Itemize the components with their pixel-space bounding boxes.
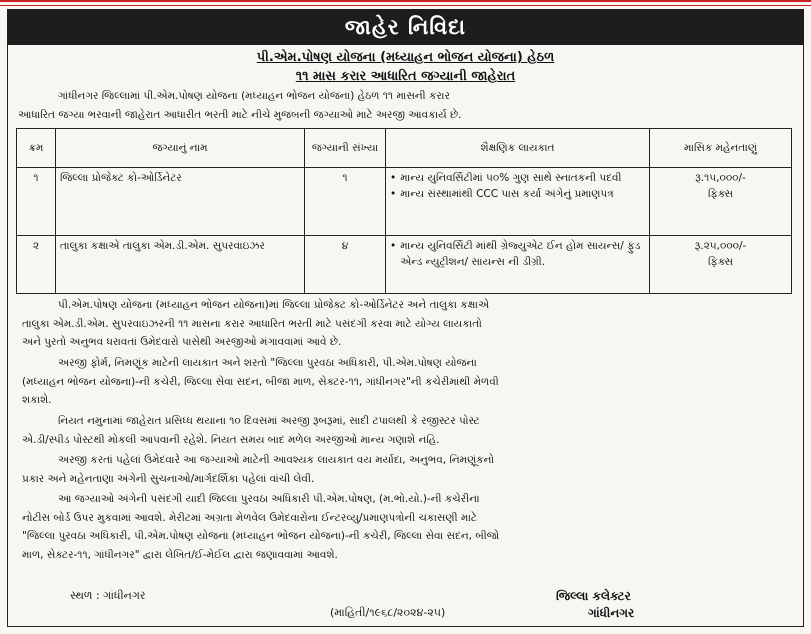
- paragraph-form-availability: [22, 354, 792, 410]
- row-salary: [650, 236, 792, 294]
- paragraph-line: અને પુરતો અનુભવ ધરાવતાં ઉમેદવારો પાસેથી અરજીઓ મંગાવવામાં આવે છે.: [22, 336, 342, 348]
- table-header-row: [17, 129, 792, 168]
- row-post-name: જિલ્લા પ્રોજેક્ટ કો-ઓર્ડિનેટર: [56, 168, 305, 236]
- paragraph-selection: [22, 490, 792, 564]
- paragraph-line: માળ, સેક્ટર-૧૧, ગાંધીનગર" દ્વારા લેખિત/ઈ-મેઈલ દ્વારા જણાવવામાં આવશે.: [22, 548, 338, 561]
- row-salary: [650, 168, 792, 236]
- posts-subtitle: ૧૧ માસ કરાર આધારિત જગ્યાની જાહેરાત: [295, 69, 516, 84]
- salary-amount: રૂ.૨૫,૦૦૦/-: [694, 240, 747, 252]
- signatory-title: જિલ્લા કલેક્ટર: [556, 589, 631, 603]
- posts-table: [16, 128, 792, 294]
- qualification-item: • માન્ય સંસ્થામાંથી CCC પાસ કર્યા અંગેનું પ્રમાણપત્ર: [390, 186, 645, 202]
- paragraph-line: નિયત નમુનામાં જાહેરાત પ્રસિધ્ધ થયાના ૧૦ દિવસમાં અરજી રૂબરૂમાં, સાદી ટપાલથી કે રજીસ્ટર પોસ્ટ: [58, 415, 480, 427]
- paragraph-eligibility: [22, 451, 792, 488]
- paragraph-line: તાલુકા એમ.ડી.એમ. સુપરવાઇઝરની ૧૧ માસના કરાર આધારિત ભરતી માટે પસંદગી કરવા માટે યોગ્ય લાયકાતો: [22, 317, 482, 330]
- header-qualification: શૈક્ષણિક લાયકાત: [386, 129, 650, 168]
- intro-paragraph: [18, 87, 773, 125]
- header-post-count: જગ્યાની સંખ્યા: [305, 129, 386, 168]
- notice-heading: જાહેર નિવિદા: [7, 9, 804, 45]
- row-post-count: ૧: [305, 168, 386, 236]
- paragraph-line: અરજી કરતાં પહેલાં ઉમેદવારે આ જગ્યાઓ માટેની આવશ્યક લાયકાત વય મર્યાદા, અનુભવ, નિમણૂંકનો: [58, 454, 495, 466]
- paragraph-recruitment: [22, 296, 792, 352]
- qualification-item: • માન્ય યુનિવર્સિટી માંથી ગ્રેજ્યુએટ ઈન હોમ સાયન્સ/ ફુડ એન્ડ ન્યુટ્રીશન/ સાયન્સ ની ડીગ્રી.: [390, 238, 645, 270]
- reference-number: (માહિતી/૧૯૬૮/૨૦૨૪-૨૫): [330, 606, 446, 619]
- table-row: [17, 168, 792, 236]
- paragraph-line: પ્રકાર અને મહેનતાણા અંગેની સુચનાઓ/માર્ગદર્શિકા પહેલાં વાંચી લેવી.: [22, 472, 315, 485]
- paragraph-line: પી.એમ.પોષણ યોજના (મધ્યાહન ભોજન યોજના)માં જિલ્લા પ્રોજેક્ટ કો-ઓર્ડિનેટર અને તાલુકા કક્ષાએ: [58, 299, 490, 311]
- table-row: [17, 236, 792, 294]
- paragraph-line: (મધ્યાહન ભોજન યોજના)-ની કચેરી, જિલ્લા સેવા સદન, બીજા માળ, સેક્ટર-૧૧, ગાંધીનગર"ની કચેરીમાંથી મેળવી: [22, 375, 499, 388]
- intro-line: ગાંધીનગર જિલ્લામાં પી.એમ.પોષણ યોજના (મધ્યાહન ભોજન યોજના) હેઠળ ૧૧ માસની કરાર: [58, 90, 450, 102]
- row-qualifications: [386, 168, 650, 236]
- paragraph-line: એ.ડી/સ્પીડ પોસ્ટથી મોકલી આપવાની રહેશે. નિયત સમય બાદ મળેલ અરજીઓ માન્ય ગણાશે નહિ.: [22, 433, 440, 446]
- place-label: સ્થળ : ગાંધીનગર: [70, 589, 146, 602]
- header-post-name: જગ્યાનું નામ: [56, 129, 305, 168]
- row-qualifications: [386, 236, 650, 294]
- paragraph-line: આ જગ્યાઓ અંગેની પસંદગી યાદી જિલ્લા પુરવઠા અધિકારી પી.એમ.પોષણ, (મ.ભો.યો.)-ની કચેરીના: [58, 493, 480, 505]
- top-red-rule: [0, 0, 811, 6]
- paragraph-line: "જિલ્લા પુરવઠા અધિકારી, પી.એમ.પોષણ યોજના (મધ્યાહન ભોજન યોજના)-ની કચેરી, જિલ્લા સેવા સદન, બીજો: [22, 530, 500, 542]
- salary-type: ફિક્સ: [708, 188, 733, 200]
- qualification-item: • માન્ય યુનિવર્સિટીમાં ૫૦% ગુણ સાથે સ્નાતકની પદવી: [390, 170, 645, 186]
- row-serial: ૨: [17, 236, 56, 294]
- paragraph-line: અરજી ફોર્મ, નિમણૂંક માટેની લાયકાત અને શરતો "જિલ્લા પુરવઠા અધિકારી, પી.એમ.પોષણ યોજના: [58, 357, 477, 369]
- paragraph-line: નોટીસ બોર્ડ ઉપર મુકવામાં આવશે. મેરીટમાં અગ્રતા મેળવેલ ઉમેદવારોના ઈન્ટરવ્યુ/પ્રમાણપત્રોની ચકાસણી માટે: [22, 511, 478, 524]
- header-serial: ક્રમ: [17, 129, 56, 168]
- intro-line: આધારિત જગ્યા ભરવાની જાહેરાત આધારીત ભરતી માટે નીચે મુજબની જગ્યાઓ માટે અરજી આવકાર્ય છે.: [18, 109, 462, 121]
- row-post-count: ૪: [305, 236, 386, 294]
- row-serial: ૧: [17, 168, 56, 236]
- signatory-city: ગાંધીનગર: [588, 606, 635, 620]
- paragraph-submission: [22, 412, 792, 449]
- header-salary: માસિક મહેનતાણું: [650, 129, 792, 168]
- salary-type: ફિક્સ: [708, 256, 733, 268]
- scheme-subtitle: પી.એમ.પોષણ યોજના (મધ્યાહન ભોજન યોજના) હેઠળ: [256, 50, 555, 65]
- paragraph-line: શકાશે.: [22, 394, 52, 406]
- salary-amount: રૂ.૧૫,૦૦૦/-: [695, 172, 746, 184]
- row-post-name: તાલુકા કક્ષાએ તાલુકા એમ.ડી.એમ. સુપરવાઇઝર: [56, 236, 305, 294]
